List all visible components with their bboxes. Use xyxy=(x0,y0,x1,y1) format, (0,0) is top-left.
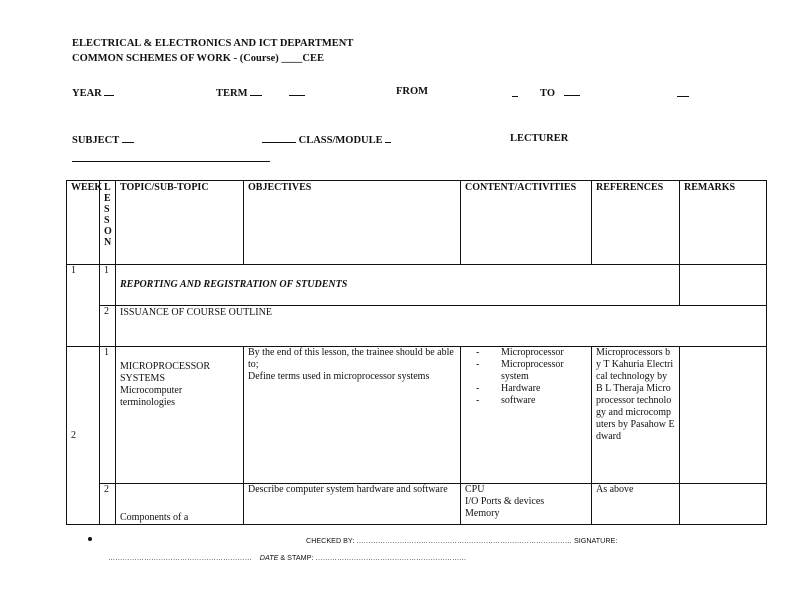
content-cell xyxy=(461,484,592,525)
scheme-title: COMMON SCHEMES OF WORK - (Course) ____CEE xyxy=(72,53,324,64)
table-row xyxy=(67,484,767,525)
year-label: YEAR xyxy=(72,88,102,99)
objectives-cell xyxy=(244,347,461,484)
lesson-cell: 2 xyxy=(100,306,116,347)
to-blank-1 xyxy=(564,86,580,96)
term-blank-2 xyxy=(289,86,305,96)
references-header: REFERENCES xyxy=(592,181,680,265)
references-cell: Microprocessors by T Kahuria Electrical technology by B L Theraja Microprocessor technology and microcomputers by Pasahow Edward xyxy=(592,347,680,484)
subtopic-line-2: terminologies xyxy=(120,397,175,408)
course-outline-cell: ISSUANCE OF COURSE OUTLINE xyxy=(116,306,767,347)
objectives-cell: Describe computer system hardware and software xyxy=(244,484,461,525)
subject-underline xyxy=(72,161,270,162)
bullet-icon xyxy=(88,537,92,541)
lesson-cell: 1 xyxy=(100,265,116,306)
stamp-label: & STAMP: ……………………………………………………… xyxy=(280,553,467,562)
references-cell: As above xyxy=(592,484,680,525)
signature-dots: …………………………………………………… xyxy=(108,553,252,562)
department-title: ELECTRICAL & ELECTRONICS AND ICT DEPARTMENT xyxy=(72,38,354,49)
list-item: - Microprocessor xyxy=(501,347,587,359)
week-header: WEEK xyxy=(67,181,100,265)
table-row xyxy=(67,306,767,347)
checked-by-line: CHECKED BY: ……………………………………………………………………………… SIGNATURE: xyxy=(306,536,618,545)
objectives-intro: By the end of this lesson, the trainee should be able to; xyxy=(248,347,454,370)
content-list xyxy=(465,347,587,407)
from-blank xyxy=(512,87,518,97)
term-label: TERM xyxy=(216,88,248,99)
to-field xyxy=(540,86,580,99)
topic-cell: Components of a xyxy=(116,484,244,525)
content-line-2: I/O Ports & devices xyxy=(465,496,545,507)
remarks-cell xyxy=(680,484,767,525)
list-item: - Microprocessor system xyxy=(501,359,587,383)
year-field xyxy=(72,86,114,99)
subject-blank xyxy=(122,133,134,143)
content-line-1: CPU xyxy=(465,484,485,495)
objectives-header: OBJECTIVES xyxy=(244,181,461,265)
lesson-cell: 2 xyxy=(100,484,116,525)
section-title: REPORTING AND REGISTRATION OF STUDENTS xyxy=(116,265,680,306)
remarks-cell xyxy=(680,265,767,306)
list-item: - Hardware xyxy=(501,383,587,395)
to-blank-2 xyxy=(677,87,689,97)
subject-field xyxy=(72,133,134,146)
remarks-header: REMARKS xyxy=(680,181,767,265)
list-item: - software xyxy=(501,395,587,407)
from-label: FROM xyxy=(396,86,429,97)
week-cell: 1 xyxy=(67,265,100,347)
table-header-row xyxy=(67,181,767,265)
topic-title: MICROPROCESSOR SYSTEMS xyxy=(120,361,211,384)
content-header: CONTENT/ACTIVITIES xyxy=(461,181,592,265)
subtopic-line-1: Microcomputer xyxy=(120,385,183,396)
lesson-cell: 1 xyxy=(100,347,116,484)
table-row xyxy=(67,265,767,306)
term-blank-1 xyxy=(250,86,262,96)
class-blank-1 xyxy=(262,133,296,143)
year-blank xyxy=(104,86,114,96)
date-stamp-line xyxy=(108,553,466,562)
subject-label: SUBJECT xyxy=(72,135,120,146)
objectives-text: Define terms used in microprocessor systems xyxy=(248,371,430,382)
week-cell: 2 xyxy=(67,347,100,525)
lecturer-label: LECTURER xyxy=(510,133,569,144)
content-line-3: Memory xyxy=(465,508,500,519)
class-blank-2 xyxy=(385,133,391,143)
date-label: DATE xyxy=(259,553,279,562)
lecturer-field xyxy=(510,133,568,144)
content-cell xyxy=(461,347,592,484)
to-label: TO xyxy=(540,88,555,99)
class-field xyxy=(262,133,391,146)
topic-cell xyxy=(116,347,244,484)
from-field xyxy=(396,86,428,97)
lesson-header: LESSON xyxy=(100,181,116,265)
remarks-cell xyxy=(680,347,767,484)
class-label: CLASS/MODULE xyxy=(298,135,383,146)
term-field xyxy=(216,86,305,99)
topic-header: TOPIC/SUB-TOPIC xyxy=(116,181,244,265)
table-row xyxy=(67,347,767,484)
scheme-table xyxy=(66,180,767,525)
